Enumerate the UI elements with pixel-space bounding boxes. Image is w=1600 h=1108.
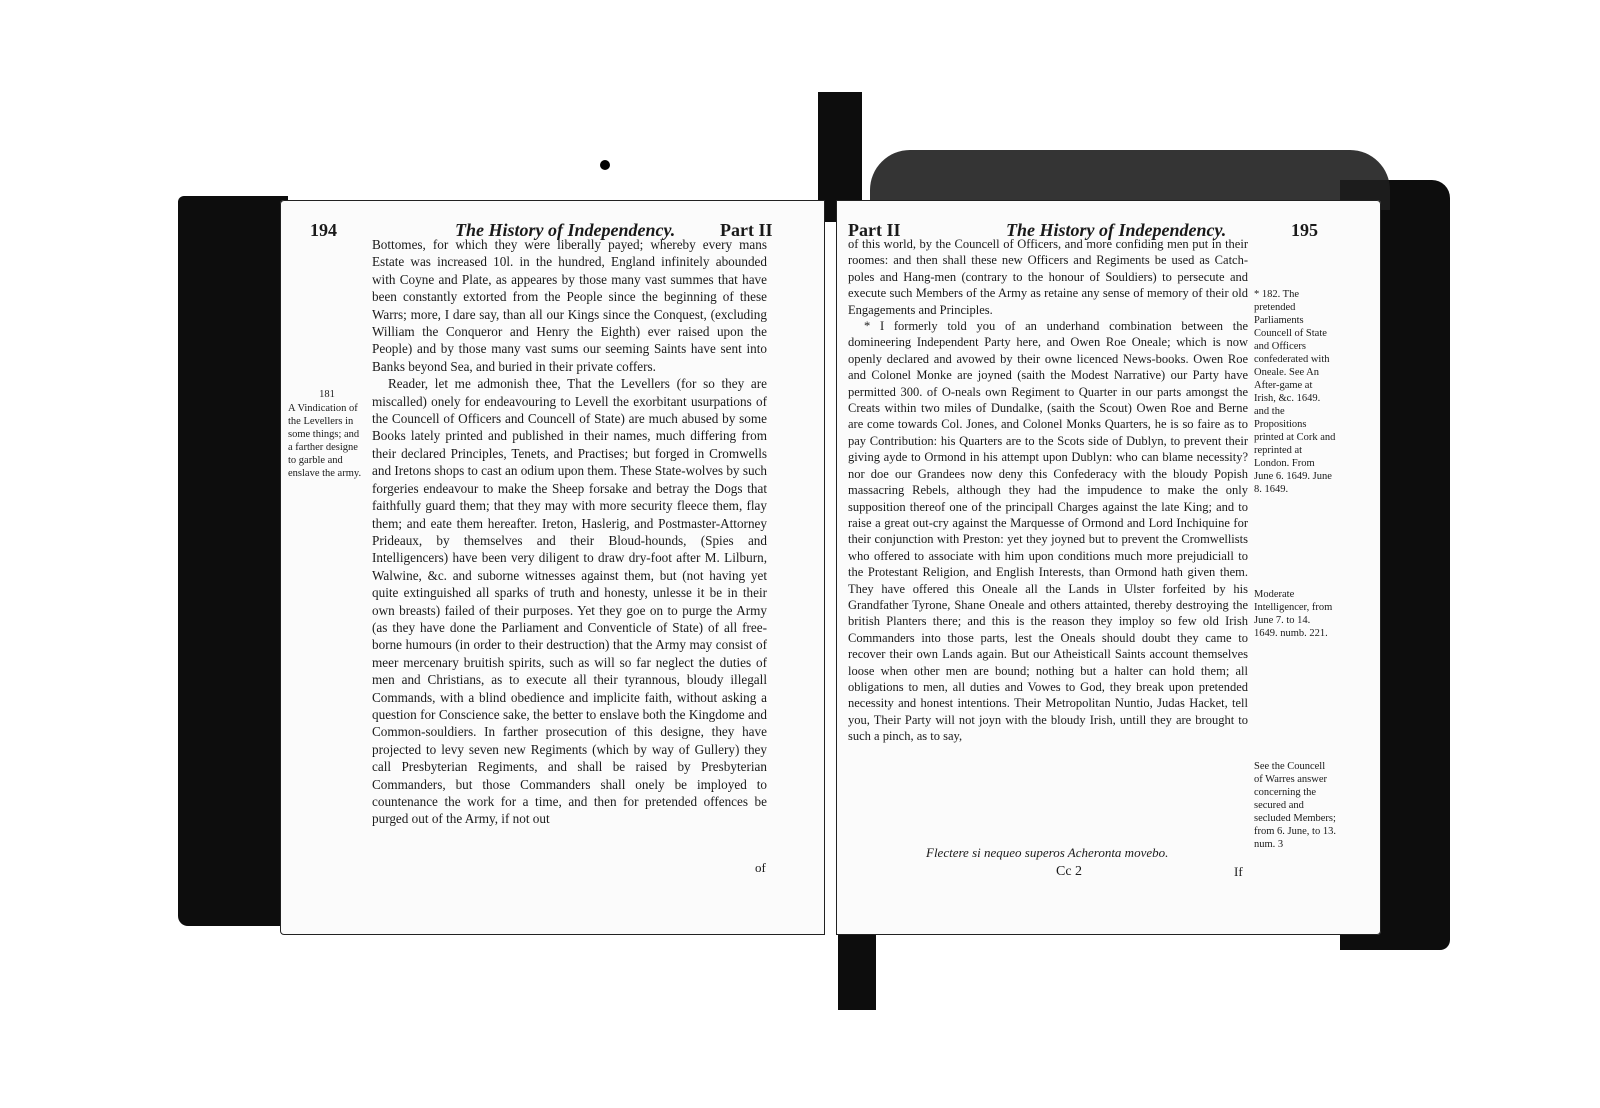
signature-mark: Cc 2 (1056, 864, 1083, 879)
margin-note: A Vindication of the Levellers in some things; and a farther designe to garble and enslave the army. (288, 403, 362, 479)
verse-line: Flectere si nequeo superos Acheronta movebo. (926, 845, 1169, 860)
paragraph: * I formerly told you of an underhand combination between the domineering Independent Party here, and Owen Roe Oneale; which is now openly declared and avowed by their owne licenced News-books. Owen Roe and Colonel Monke are joyned (saith the Modest Narrative) our Party have permitted 300. of O-neals own Regiment to Quarter in our parts amongst the Creats within two miles of Dundalke, (saith the Scout) Owen Roe and Berne are come towards Col. Jones, and Colonel Monks Quarters, he is so faire as to pay Contribution: his Quarters are to the Scots side of Dublyn, to prevent their giving ayde to Ormond in his attempt upon Dublyn: who can blame necessity? nor doe our Grandees now deny this Confederacy with the bloudy Popish massacring Rebels, although they had the impudence to make the only supposition thereof one of the principall Charges against the late King; and to raise a great out-cry against the Marquesse of Ormond and Lord Inchiquine for their conjunction with Preston: yet they joyned but to prevent the Cromwellists who offered to associate with him upon conditions much more prejudiciall to the Protestant Religion, and English Interests, than Ormond hath given them. They have offered this Oneale all the Lands in Ulster forfeited by his Grandfather Tyrone, Shane Oneale and others attainted, thereby destroying the british Planters there; and this is the reason they imploy so few old Irish Commanders into those parts, lest the Oneals should doubt they came to recover their own Lands again. But our Atheisticall Saints account themselves loose when other men are bound; nothing but a halter can hold them; all obligations to men, all duties and Vowes to God, they break upon pretended necessity and honest intentions. Their Metropolitan Nuntio, Judas Hacket, tell you, Their Party will not joyn with the bloudy Irish, untill they are brought to such a pinch, as to say, (848, 319, 1248, 744)
paragraph: of this world, by the Councell of Officers, and more confiding men put in their roomes: and then shall these new Officers and Regiments be used as Catch-poles and Hang-men (contrary to the honour of Souldiers) to persecute and execute such Members of the Army as retaine any sense of memory of their old Engagements and Principles. (848, 237, 1248, 317)
margin-note: Moderate Intelligencer, from June 7. to 14. 1649. numb. 221. (1254, 589, 1333, 639)
catchword: If (1234, 864, 1243, 879)
ink-dot (600, 160, 610, 170)
book-spine-bottom (838, 930, 876, 1010)
right-page (836, 200, 1381, 935)
margin-note-number: 181 (319, 389, 335, 400)
running-title: The History of Independency. (455, 220, 676, 240)
running-title: The History of Independency. (1006, 220, 1227, 240)
left-page (280, 200, 825, 935)
page-number: 195 (1291, 220, 1318, 240)
right-page-body (848, 236, 1248, 745)
catchword: of (755, 860, 766, 875)
left-page-body (372, 236, 767, 828)
page-number: 194 (310, 220, 337, 240)
paragraph: Reader, let me admonish thee, That the Levellers (for so they are miscalled) onely for endeavouring to Levell the exorbitant usurpations of the Councell of Officers and Councell of State) are much abused by some Books lately printed and published in their names, much differing from their declared Principles, Tenets, and Practises; but forged in Cromwells and Iretons shops to cast an odium upon them. These State-wolves by such forgeries endeavour to make the Sheep forsake and betray the Dogs that faithfully guard them; that they may with more security fleece them, flay them; and eate them hereafter. Ireton, Haslerig, and Postmaster-Attorney Prideaux, by themselves and their Bloud-hounds, (Spies and Intelligencers) have been very diligent to draw dry-foot after M. Lilburn, Walwine, &c. and suborne witnesses against them, but (not having yet quite extinguished all sparks of truth and honesty, unlesse it be in their own breasts) failed of their purposes. Yet they goe on to purge the Army (as they have done the Parliament and Conventicle of State) of all free-borne humours (in order to their destruction) that the Army may consist of meer mercenary bruitish spirits, such as will so far neglect the duties of men and Christians, as to execute all their tyrannous, bloudy illegall Commands, with a blind obedience and implicite faith, without asking a question for Conscience sake, the better to enslave both the Kingdome and Common-souldiers. In farther prosecution of this designe, they have projected to levy seven new Regiments (which by way of Gullery) they call Presbyterian Regiments, and shall be raised by Presbyterian Commanders, but those Commanders shall onely be imployed to countenance the work for a time, and then for pretended offences be purged out of the Army, if not out (372, 376, 767, 827)
paragraph: Bottomes, for which they were liberally payed; whereby every mans Estate was increased 10l. in the hundred, England infinitely abounded with Coyne and Plate, as appeares by those many vast summes that have been constantly extorted from the People since the beginning of these Warrs; more, I dare say, than all our Kings since the Conquest, (excluding William the Conqueror and Henry the Eighth) ever raised upon the People) and by those many vast sums our seeming Saints have sent into Banks beyond Sea, and buried in their private coffers. (372, 237, 767, 374)
part-label: Part II (848, 220, 901, 240)
book-cover-left (178, 196, 288, 926)
margin-note: * 182. The pretended Parliaments Councell of State and Officers confederated with Oneale. See An After-game at Irish, &c. 1649. and the Propositions printed at Cork and reprinted at London. From June 6. 1649. June 8. 1649. (1254, 289, 1336, 495)
margin-note: See the Councell of Warres answer concerning the secured and secluded Members; from 6. June, to 13. num. 3 (1254, 761, 1336, 850)
part-label: Part II (720, 220, 773, 240)
